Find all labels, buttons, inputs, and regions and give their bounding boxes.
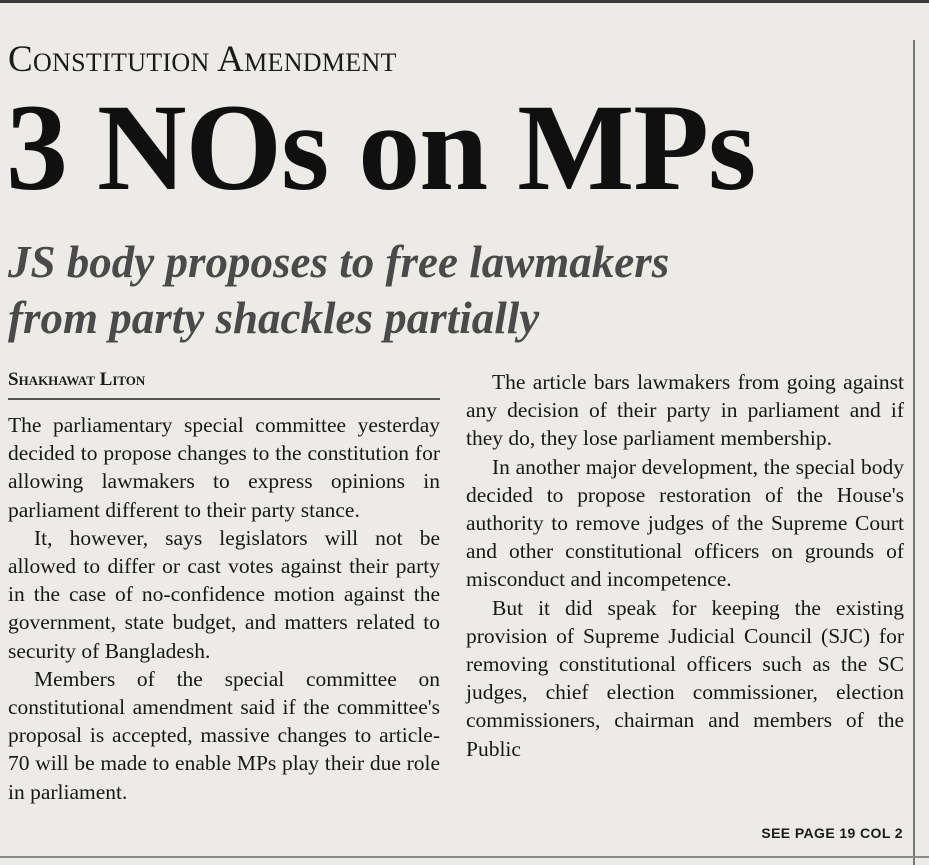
bottom-rule: [0, 856, 929, 858]
section-kicker: Constitution Amendment: [8, 39, 397, 80]
paragraph: But it did speak for keeping the existing provision of Supreme Judicial Council (SJC) for removing constitutional officers such as the SC judges, chief election commissioner, election commissioners, chairman and members of the Public: [466, 595, 904, 761]
byline-rule: [8, 398, 440, 400]
top-rule: [0, 0, 929, 3]
article-column-1: [8, 411, 440, 806]
continued-on-label: SEE PAGE 19 COL 2: [761, 825, 903, 841]
paragraph: The article bars lawmakers from going against any decision of their party in parliament and if they do, they lose parliament membership.: [466, 370, 904, 451]
subheadline: [8, 234, 908, 346]
headline: 3 NOs on MPs: [6, 79, 756, 216]
paragraph: The parliamentary special committee yesterday decided to propose changes to the constitution for allowing lawmakers to express opinions in parliament different to their party stance.: [8, 413, 440, 522]
paragraph: In another major development, the special body decided to propose restoration of the House's authority to remove judges of the Supreme Court and other constitutional officers on grounds of misconduct and incompetence.: [466, 454, 904, 592]
subheadline-line-1: JS body proposes to free lawmakers: [8, 237, 670, 287]
paragraph: It, however, says legislators will not be allowed to differ or cast votes against their party in the case of no-confidence motion against the government, state budget, and matters related to security of Bangladesh.: [8, 525, 440, 663]
subheadline-line-2: from party shackles partially: [8, 293, 540, 343]
paragraph: Members of the special committee on constitutional amendment said if the committee's proposal is accepted, massive changes to article-70 will be made to enable MPs play their due role in parliament.: [8, 666, 440, 804]
byline: Shakhawat Liton: [8, 369, 146, 390]
article-column-2: [466, 368, 904, 763]
column-rule: [913, 40, 915, 865]
